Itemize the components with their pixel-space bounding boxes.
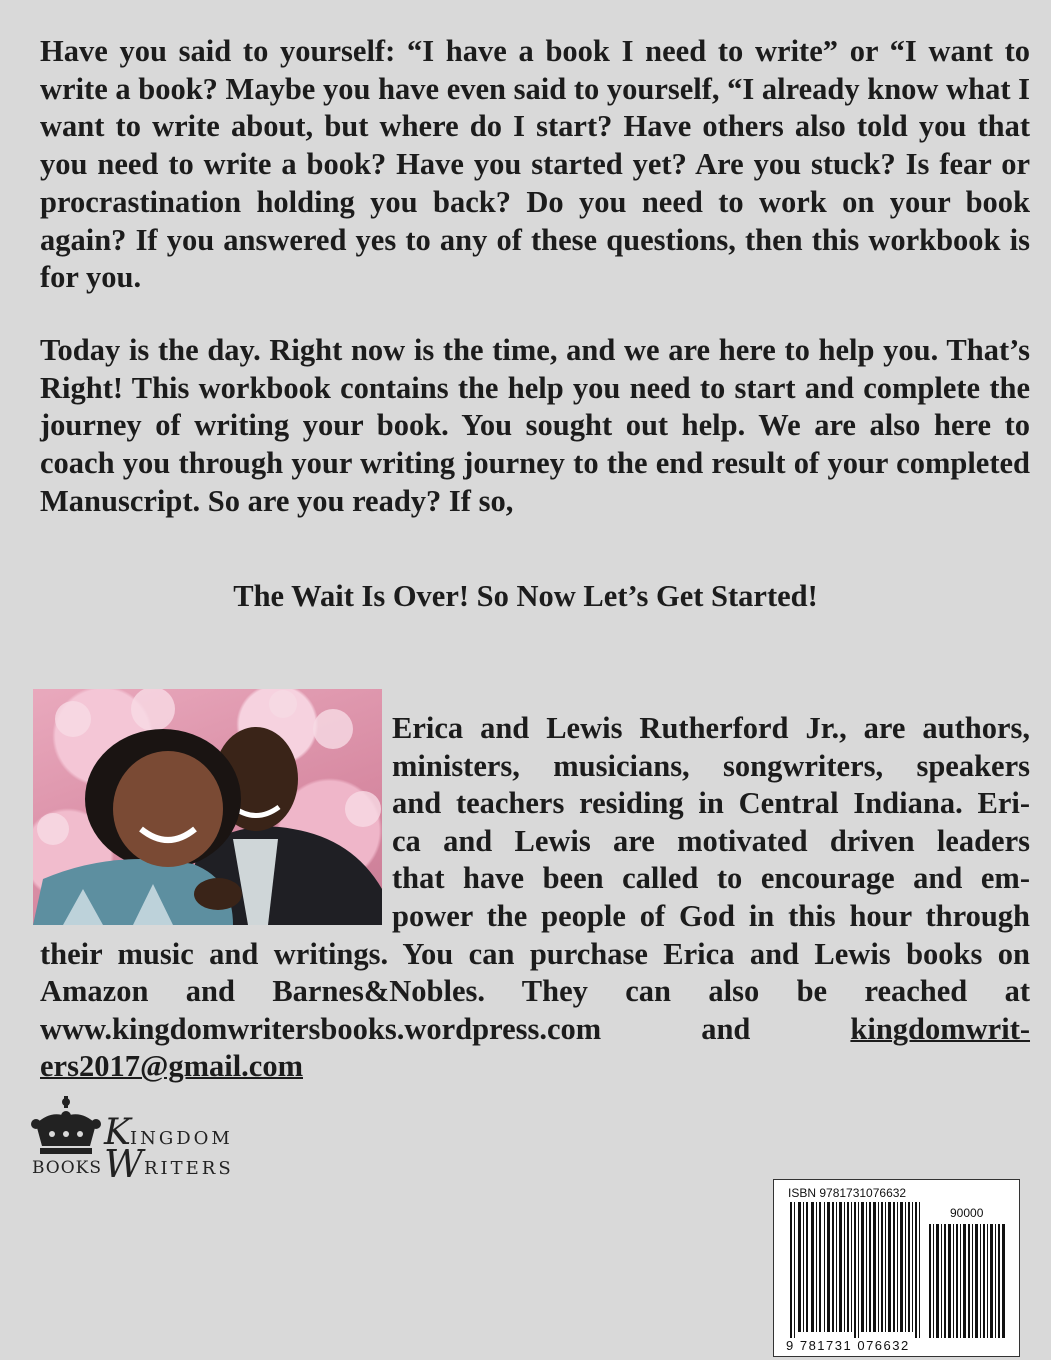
price-code: 90000 bbox=[950, 1206, 984, 1220]
logo-k-initial: K bbox=[104, 1112, 131, 1153]
email-link-part2[interactable]: ers2017@gmail.com bbox=[40, 1049, 303, 1084]
author-bio bbox=[40, 710, 1030, 1086]
tagline: The Wait Is Over! So Now Let’s Get Started! bbox=[233, 579, 818, 613]
bio-line: Amazon and Barnes&Nobles. They can also be reached at bbox=[40, 974, 1030, 1009]
bio-line: Erica and Lewis Rutherford Jr., are authors, bbox=[392, 711, 1030, 745]
bio-line: that have been called to encourage and em- bbox=[392, 861, 1030, 896]
bio-line: ca and Lewis are motivated driven leaders bbox=[392, 823, 1030, 858]
bio-email-line bbox=[40, 1048, 1030, 1086]
bio-line: their music and writings. You can purchase Erica and Lewis books on bbox=[40, 936, 1030, 971]
isbn-label: ISBN 9781731076632 bbox=[788, 1186, 907, 1200]
website-link[interactable]: www.kingdomwritersbooks.wordpress.com bbox=[40, 1011, 602, 1046]
barcode-bars bbox=[774, 1180, 1019, 1356]
invitation-paragraph: Today is the day. Right now is the time, and we are here to help you. That’s Right! This workbook contains the help you need to start and complete the journey of writing your book. You sought out help. We are also here to coach you through your writing journey to the end result of your completed Manuscript. So are you ready? If so, bbox=[40, 333, 1030, 518]
and-text: and bbox=[701, 1011, 751, 1046]
intro-paragraph: Have you said to yourself: “I have a book I need to write” or “I want to write a book? Maybe you have even said to yourself, “I already know what I want to write about, but where do I start? Have others also told you that you need to write a book? Have you started yet? Are you stuck? Is fear or procrastination holding you back? Do you need to work on your book again? If you answered yes to any of these questions, then this workbook is for you. bbox=[40, 34, 1030, 295]
bio-line: and teachers residing in Central Indiana. Eri- bbox=[392, 786, 1030, 821]
isbn-barcode bbox=[773, 1179, 1020, 1357]
bio-line: power the people of God in this hour through bbox=[392, 898, 1030, 933]
bio-line: ministers, musicians, songwriters, speakers bbox=[392, 748, 1030, 783]
kingdom-writers-books-logo bbox=[30, 1094, 260, 1186]
logo-w-initial: W bbox=[104, 1142, 144, 1186]
logo-kingdom: INGDOM bbox=[130, 1128, 233, 1149]
crown-icon bbox=[30, 1094, 102, 1164]
logo-writers: RITERS bbox=[144, 1158, 234, 1179]
email-link-part1[interactable]: kingdomwrit- bbox=[850, 1011, 1031, 1046]
barcode-digits: 9 781731 076632 bbox=[786, 1338, 910, 1353]
logo-books: BOOKS bbox=[32, 1158, 103, 1178]
bio-contact-line bbox=[40, 1011, 1030, 1049]
